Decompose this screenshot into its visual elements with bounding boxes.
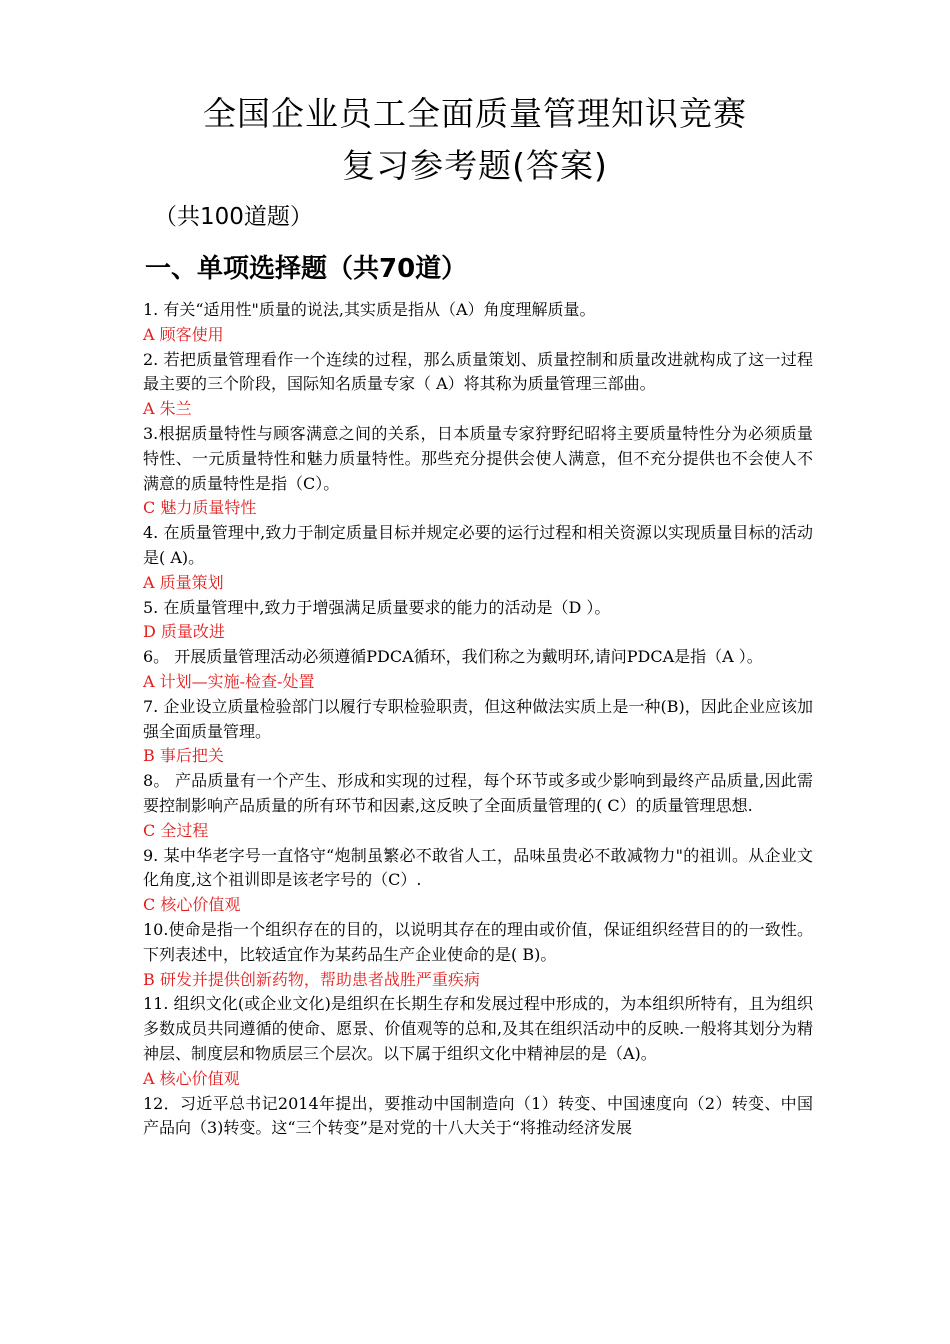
answer-4: A 质量策划 — [143, 572, 224, 592]
answer-10: B 研发并提供创新药物，帮助患者战胜严重疾病 — [143, 969, 480, 989]
question-12: 12．习近平总书记2014年提出，要推动中国制造向（1）转变、中国速度向（2）转变、中国产品向（3)转变。这“三个转变”是对党的十八大关于“将推动经济发展 — [143, 1093, 813, 1138]
question-7: 7. 企业设立质量检验部门以履行专职检验职责，但这种做法实质上是一种(B)，因此企业应该加强全面质量管理。 — [143, 696, 813, 741]
question-11: 11. 组织文化(或企业文化)是组织在长期生存和发展过程中形成的，为本组织所特有，且为组织多数成员共同遵循的使命、愿景、价值观等的总和,及其在组织活动中的反映.一般将其划分为精神层、制度层和物质层三个层次。以下属于组织文化中精神层的是（A)。 — [143, 994, 813, 1063]
document-title: 全国企业员工全面质量管理知识竞赛 — [203, 94, 747, 133]
question-10: 10.使命是指一个组织存在的目的，以说明其存在的理由或价值，保证组织经营目的的一致性。下列表述中，比较适宜作为某药品生产企业使命的是( B)。 — [143, 919, 813, 964]
question-8: 8。 产品质量有一个产生、形成和实现的过程，每个环节或多或少影响到最终产品质量,因此需要控制影响产品质量的所有环节和因素,这反映了全面质量管理的( C）的质量管理思想. — [143, 771, 813, 815]
question-count: （共100道题） — [154, 204, 313, 230]
question-2: 2. 若把质量管理看作一个连续的过程，那么质量策划、质量控制和质量改进就构成了这一过程最主要的三个阶段，国际知名质量专家（ A）将其称为质量管理三部曲。 — [143, 349, 813, 394]
question-9: 9. 某中华老字号一直恪守“炮制虽繁必不敢省人工，品味虽贵必不敢减物力"的祖训。从企业文化角度,这个祖训即是该老字号的（C）. — [143, 845, 813, 890]
answer-6: A 计划—实施-检查-处置 — [143, 671, 315, 691]
answer-5: D 质量改进 — [143, 622, 225, 642]
question-3: 3.根据质量特性与顾客满意之间的关系，日本质量专家狩野纪昭将主要质量特性分为必须质量特性、一元质量特性和魅力质量特性。那些充分提供会使人满意，但不充分提供也不会使人不满意的质量特性是指（C）。 — [143, 423, 813, 493]
answer-2: A 朱兰 — [143, 399, 192, 419]
answer-8: C 全过程 — [143, 820, 209, 840]
question-1: 1. 有关“适用性"质量的说法,其实质是指从（A）角度理解质量。 — [143, 300, 596, 319]
section-heading: 一、单项选择题（共70道） — [145, 254, 468, 284]
answer-11: A 核心价值观 — [143, 1068, 240, 1088]
question-4: 4. 在质量管理中,致力于制定质量目标并规定必要的运行过程和相关资源以实现质量目标的活动是( A)。 — [143, 523, 813, 567]
answer-1: A 顾客使用 — [143, 324, 224, 344]
question-5: 5. 在质量管理中,致力于增强满足质量要求的能力的活动是（D ）。 — [143, 597, 611, 617]
answer-9: C 核心价值观 — [143, 895, 241, 915]
question-6: 6。 开展质量管理活动必须遵循PDCA循环，我们称之为戴明环,请问PDCA是指（A ）。 — [143, 647, 763, 667]
answer-3: C 魅力质量特性 — [143, 498, 257, 518]
answer-7: B 事后把关 — [143, 746, 224, 766]
document-subtitle: 复习参考题(答案) — [342, 146, 608, 185]
question-list — [143, 298, 813, 1141]
